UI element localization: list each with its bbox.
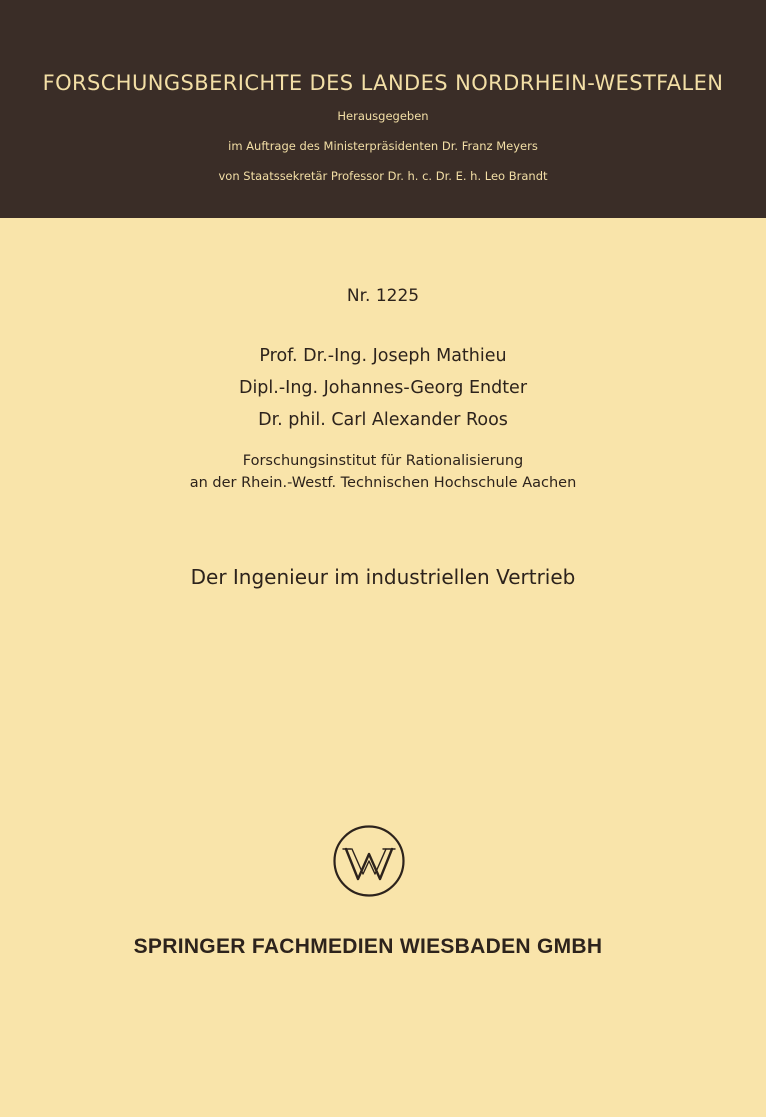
institute-name: Forschungsinstitut für Rationalisierung (242, 453, 524, 469)
editor-line-secretary: von Staatssekretär Professor Dr. h. c. Dr. E. h. Leo Brandt (218, 169, 548, 183)
book-title: Der Ingenieur im industriellen Vertrieb (190, 565, 576, 589)
author-mathieu: Prof. Dr.-Ing. Joseph Mathieu (259, 346, 507, 366)
author-endter: Dipl.-Ing. Johannes-Georg Endter (238, 378, 528, 398)
institute-affiliation: an der Rhein.-Westf. Technischen Hochschule Aachen (189, 475, 577, 491)
ww-monogram-logo-icon (332, 824, 406, 898)
series-title: FORSCHUNGSBERICHTE DES LANDES NORDRHEIN-WESTFALEN (42, 71, 724, 95)
editor-line-minister: im Auftrage des Ministerpräsidenten Dr. Franz Meyers (228, 139, 538, 153)
author-roos: Dr. phil. Carl Alexander Roos (258, 410, 508, 430)
series-header-band (0, 0, 766, 218)
editor-line-herausgegeben: Herausgegeben (337, 109, 429, 123)
report-number: Nr. 1225 (346, 286, 420, 306)
publisher-name: SPRINGER FACHMEDIEN WIESBADEN GMBH (133, 935, 603, 958)
